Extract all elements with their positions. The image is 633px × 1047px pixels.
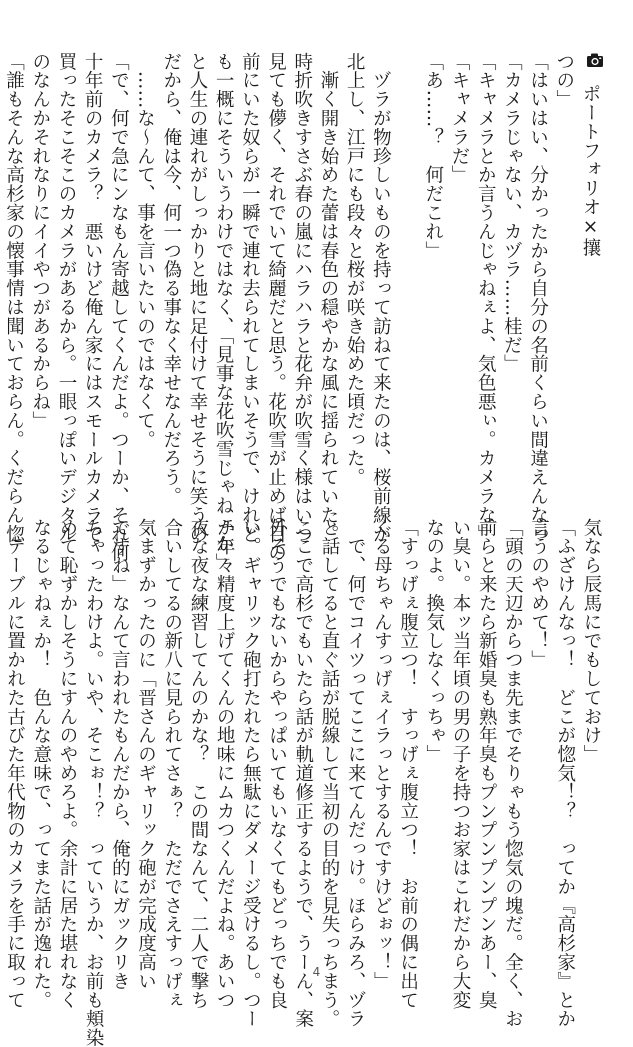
text-line: と話してると直ぐ話が脱線して当初の目的を見失っちまう。 [318, 518, 340, 1029]
text-line: めて恥ずかしそうにすんのやめろよ。余計に居た堪れなく [56, 518, 78, 1010]
text-line: で、何でコイツってここに来てんだっけ。ほらみろ、ヅラ [345, 518, 367, 1029]
text-line: 時折吹きすさぶ春の嵐にハラハラと花弁が吹雪く様はいつ [291, 52, 313, 544]
text-line: なるじゃねぇか！ 色んな意味で、ってまた話が逸れた。 [30, 518, 52, 1010]
page-number: 4 [312, 965, 321, 979]
text-line: 外そうでもないからやっぱいてもいなくてもどっちでも良 [266, 518, 288, 1010]
text-line: 気なら辰馬にでもしておけ」 [581, 518, 602, 764]
text-line: ……な～んて、事を言いたいのではなくて。 [134, 52, 156, 449]
text-line: 「あ……？ 何だこれ」 [422, 52, 444, 260]
text-line: 漸く開き始めた蕾は春色の穏やかな風に揺られていた。 [317, 52, 339, 544]
text-line: 「カメラじゃない、カヅラ……桂だ」 [501, 52, 523, 374]
text-line: つの」 [553, 52, 575, 109]
text-line: 夜な夜な練習してんのかな？ この間なんて、二人で撃ち [187, 518, 209, 1010]
chapter-title-line [577, 52, 604, 482]
text-line: なのよ。換気しなくっちゃ」 [423, 518, 445, 764]
chapter-title: ポートフォリオ×攘 [580, 84, 601, 257]
text-line: 「ふざけんなっ！ どこが惚気！？ ってか『高杉家』とか [554, 518, 576, 1029]
text-line: 前にいた奴らが一瞬で連れ去られてしまいそうで、けれど [239, 52, 261, 544]
blank-line [393, 52, 419, 482]
text-line: 合いしてるの新八に見られてさぁ？ ただでさえすっげぇ [161, 518, 183, 1010]
text-line: 言うのやめて！」 [528, 518, 550, 670]
text-line: 「すっげぇ腹立つ！ すっげぇ腹立つ！ お前の偶に出て [397, 518, 419, 1010]
text-line: 見ても儚く、それでいて綺麗だと思う。花吹雪が止めば目の [265, 52, 287, 563]
text-line: くる母ちゃんすっげぇイラっとするんですけどぉッ！」 [371, 518, 393, 991]
top-text-block [3, 52, 604, 572]
text-line: も一概にそういうわけではなく、「見事な花吹雪じゃねェか」 [213, 52, 235, 572]
text-line: ここで高杉でもいたら話が軌道修正するようで、うーん、案 [292, 518, 314, 1029]
text-line: ですね」なんて言われたもんだから、俺的にガックリき [109, 518, 131, 991]
text-line: 「誰もそんな高杉家の懐事情は聞いておらん。くだらん惚 [3, 52, 25, 544]
text-line: 「で、何で急にンなもん寄越してくんだよ。つーか、それ何 [108, 52, 130, 563]
text-line: 買ったそこそこのカメラがあるから。一眼っぽいデジタル [55, 52, 77, 544]
text-line: 十年前のカメラ？ 悪いけど俺ん家にはスモールカメラで [82, 52, 104, 544]
text-line: 前らと来たら新婚臭も熟年臭もプンプンプンプンあー、臭 [476, 518, 498, 1010]
text-line: ちゃったわけよ。いや、そこぉ！？ っていうか、お前も頬染 [83, 518, 105, 1047]
text-line: 「はいはい、分かったから自分の名前くらい間違えんなっ [527, 52, 549, 544]
text-line: ヅラが物珍しいものを持って訪ねて来たのは、桜前線が [370, 52, 392, 544]
text-line: テーブルに置かれた古びた年代物のカメラを手に取って [4, 518, 26, 1010]
camera-icon [586, 52, 604, 68]
text-line: 気まずかったのに「晋さんのギャリック砲が完成度高い [135, 518, 157, 991]
text-line: 「キャメラとか言うんじゃねぇよ、気色悪ぃ。カメラな」 [475, 52, 497, 544]
text-line: のなんかそれなりにイイやつがあるからね」 [29, 52, 51, 430]
text-line: い臭い。本ッ当年頃の男の子を持つお家はこれだから大変 [449, 518, 471, 1010]
bottom-text-block [4, 518, 604, 1047]
text-line: だから、俺は今、何一つ偽る事なく幸せなんだろう。 [160, 52, 182, 506]
text-line: 北上し、江戸にも段々と桜が咲き始めた頃だった。 [344, 52, 366, 487]
text-line: と人生の連れがしっかりと地に足付けて幸せそうに笑うの [186, 52, 208, 544]
text-line: 「頭の天辺からつま先までそりゃもう惚気の塊だ。全く、お [502, 518, 524, 1029]
text-line: 「キャメラだ」 [448, 52, 470, 185]
text-line: い。ギャリック砲打たれたら無駄にダメージ受けるし。つー [240, 518, 262, 1029]
text-line: か年々精度上げてくんの地味にムカつくんだよね。あいつ [214, 518, 236, 1010]
